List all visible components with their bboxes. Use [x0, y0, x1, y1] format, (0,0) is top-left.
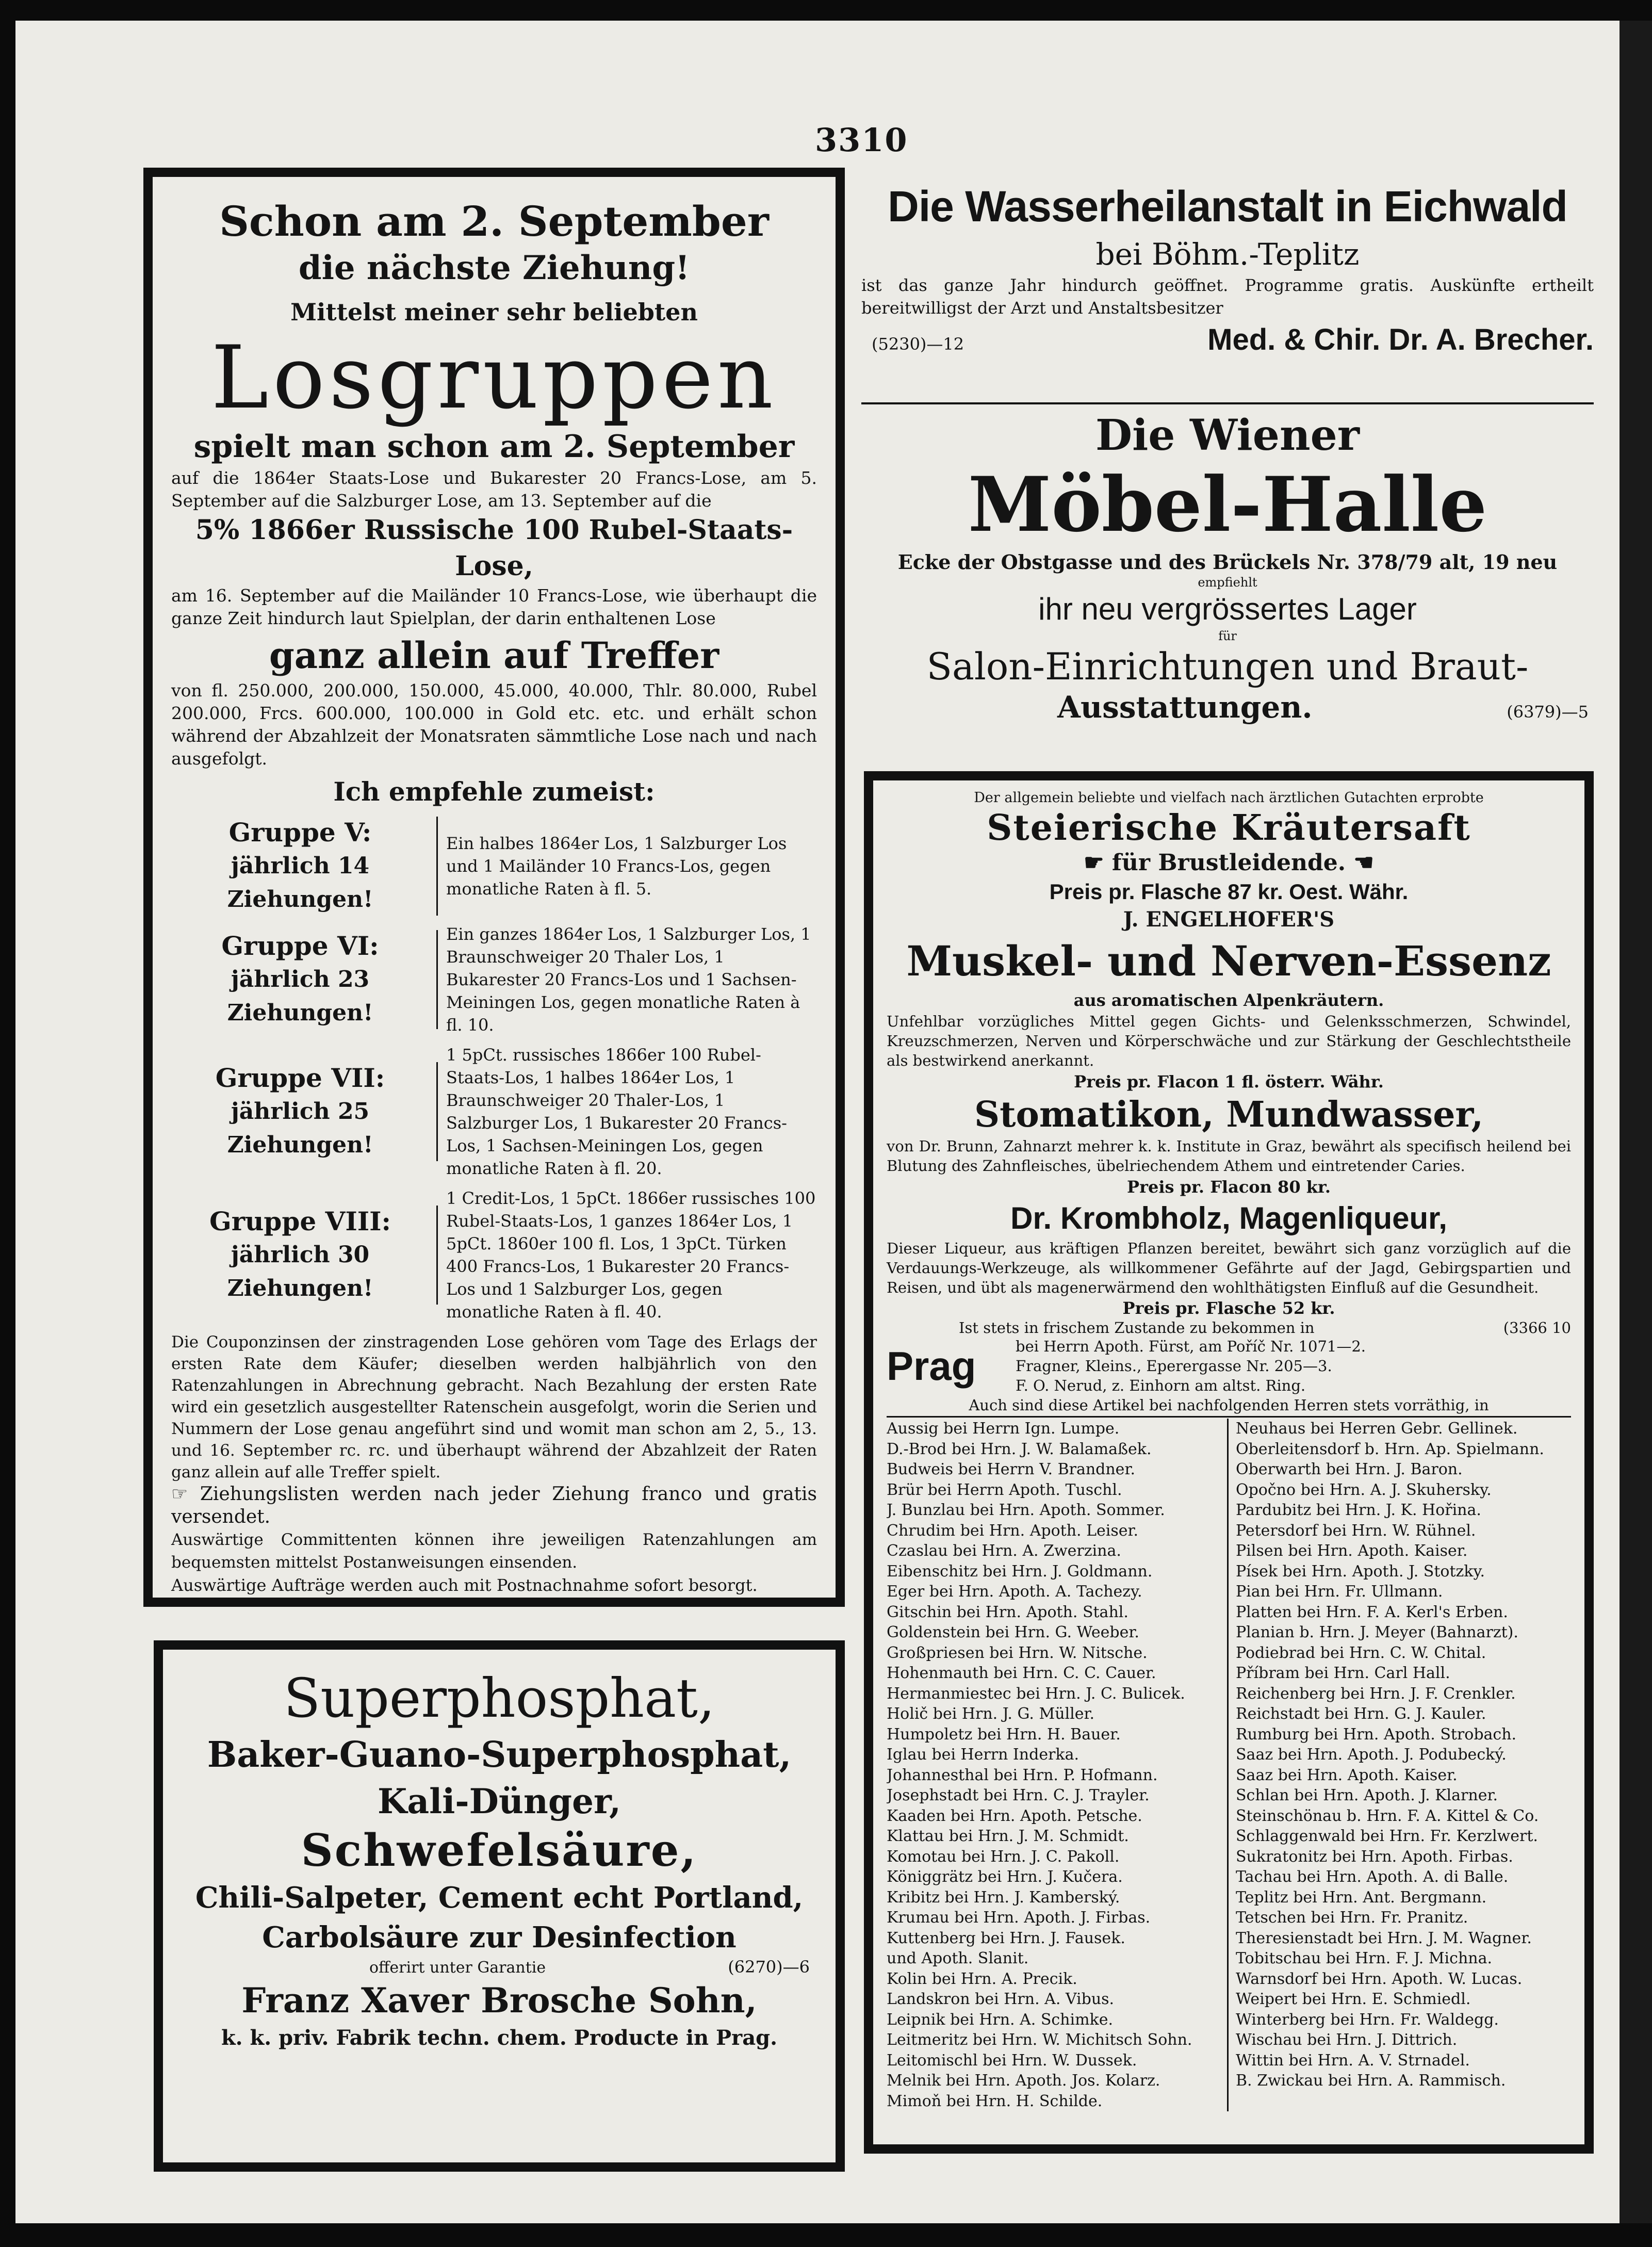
subtitle-line: spielt man schon am 2. September: [193, 429, 795, 465]
dealer-entry: Goldenstein bei Hrn. G. Weeber.: [887, 1623, 1139, 1641]
dealer-entry: Weipert bei Hrn. E. Schmiedl.: [1236, 1990, 1471, 2008]
dealer-entry: und Apoth. Slanit.: [887, 1949, 1029, 1967]
firm-name: Franz Xaver Brosche Sohn,: [241, 1980, 757, 2021]
dealer-entry: Winterberg bei Hrn. Fr. Waldegg.: [1236, 2010, 1499, 2029]
also-line: Auch sind diese Artikel bei nachfolgenden Herren stets vorräthig, in: [969, 1396, 1489, 1414]
prag-label: Prag: [887, 1343, 976, 1389]
line-carbolsaeure: Carbolsäure zur Desinfection: [262, 1920, 737, 1955]
big-title-losgruppen: Losgruppen: [211, 327, 777, 428]
group-v: [171, 817, 817, 916]
text-block-4: Die Couponzinsen der zinstragenden Lose gehören vom Tage des Erlags der ersten Rate dem Käufer; dieselben werden halbjährlich von den Ratenzahlungen in Abrechnung gebracht. Nach Bezahlung der ersten Rate wird ein gesetzlich ausgestellter Ratenschein ausgefolgt, worin die Serien und Nummern der Lose genau angeführt sind und womit man schon am 2, 5., 13. und 16. September rc. rc. und überhaupt während der Abzahlzeit der Raten ganz allein auf alle Treffer spielt.: [171, 1333, 817, 1481]
dealer-entry: Steinschönau b. Hrn. F. A. Kittel & Co.: [1236, 1806, 1539, 1825]
line-baker-guano: Baker-Guano-Superphosphat,: [207, 1734, 792, 1776]
firm-name: [171, 1603, 817, 1607]
ad-wasserheilanstalt: [861, 178, 1594, 400]
subtitle-teplitz: bei Böhm.-Teplitz: [1095, 237, 1360, 272]
product-stomatikon: Stomatikon, Mundwasser,: [974, 1094, 1484, 1135]
dealer-entry: Wittin bei Hrn. A. V. Strnadel.: [1236, 2051, 1470, 2070]
firm-tagline: k. k. priv. Fabrik techn. chem. Producte in Prag.: [221, 2026, 778, 2050]
availability-line: Ist stets in frischem Zustande zu bekommen in: [959, 1319, 1315, 1337]
price-line: Preis pr. Flacon 80 kr.: [1127, 1177, 1331, 1197]
text-block-3: Dieser Liqueur, aus kräftigen Pflanzen bereitet, bewährt sich ganz vorzüglich auf die Verdauungs-Werkzeuge, als willkommener Gefährte auf der Jagd, Gebirgspartien und Reisen, und übt als magenerwärmend den wohlthätigsten Einfluß auf die Gesundheit.: [887, 1240, 1571, 1296]
divider: [861, 402, 1594, 404]
dealer-entry: Josephstadt bei Hrn. C. J. Trayler.: [887, 1786, 1150, 1804]
dealer-list-right: [1229, 1419, 1571, 2111]
dealer-entry: J. Bunzlau bei Hrn. Apoth. Sommer.: [887, 1501, 1165, 1519]
dealer-entry: Wischau bei Hrn. J. Dittrich.: [1236, 2031, 1458, 2049]
prag-dealer: bei Herrn Apoth. Fürst, am Poříč Nr. 1071—2.: [1016, 1338, 1366, 1355]
dealer-entry: Leipnik bei Hrn. A. Schimke.: [887, 2010, 1114, 2029]
intro-line: Mittelst meiner sehr beliebten: [290, 298, 698, 326]
dealer-entry: Johannesthal bei Hrn. P. Hofmann.: [887, 1766, 1158, 1784]
dealer-entry: Schlaggenwald bei Hrn. Fr. Kerzlwert.: [1236, 1827, 1538, 1845]
dealer-entry: Iglau bei Herrn Inderka.: [887, 1746, 1079, 1764]
pointing-hand-icon: ☛: [1084, 850, 1112, 876]
dealer-entry: Mimoň bei Hrn. H. Schilde.: [887, 2092, 1103, 2110]
dealer-entry: Teplitz bei Hrn. Ant. Bergmann.: [1236, 1888, 1487, 1907]
empfiehlt-line: empfiehlt: [1198, 575, 1257, 590]
text-block-2: von Dr. Brunn, Zahnarzt mehrer k. k. Institute in Graz, bewährt als specifisch heilend bei Blutung des Zahnfleisches, übelriechendem Athem und eintretender Caries.: [887, 1137, 1571, 1175]
dealer-entry: Pardubitz bei Hrn. J. K. Hořina.: [1236, 1501, 1481, 1519]
prag-dealer: Fragner, Kleins., Eperergasse Nr. 205—3.: [1016, 1357, 1332, 1375]
dealer-entry: Podiebrad bei Hrn. C. W. Chital.: [1236, 1643, 1486, 1662]
dealer-entry: Pilsen bei Hrn. Apoth. Kaiser.: [1236, 1542, 1468, 1560]
title-die-wiener: Die Wiener: [1095, 411, 1360, 460]
headline-draw: die nächste Ziehung!: [298, 249, 690, 287]
dealer-entry: Warnsdorf bei Hrn. Apoth. W. Lucas.: [1236, 1969, 1523, 1988]
for-whom-line: [887, 849, 1571, 877]
group-draws: jährlich 23 Ziehungen!: [227, 966, 373, 1026]
line-kali: Kali-Dünger,: [378, 1781, 621, 1821]
price-line: Preis pr. Flasche 87 kr. Oest. Währ.: [1049, 880, 1409, 904]
dealer-entry: Tetschen bei Hrn. Fr. Pranitz.: [1236, 1909, 1468, 1927]
group-name: Gruppe VII:: [215, 1063, 385, 1093]
dealer-entry: Eibenschitz bei Hrn. J. Goldmann.: [887, 1562, 1153, 1581]
page-number: 3310: [815, 121, 908, 159]
dealer-list-left: [887, 1419, 1229, 2111]
dealer-entry: Tobitschau bei Hrn. F. J. Michna.: [1236, 1949, 1493, 1967]
dealer-entry: Gitschin bei Hrn. Apoth. Stahl.: [887, 1603, 1128, 1621]
text-block: ist das ganze Jahr hindurch geöffnet. Programme gratis. Auskünfte ertheilt bereitwilligst der Arzt und Anstaltsbesitzer: [861, 275, 1594, 318]
dealer-entry: Oberleitensdorf b. Hrn. Ap. Spielmann.: [1236, 1440, 1544, 1458]
line-schwefelsaeure: Schwefelsäure,: [301, 1825, 698, 1877]
group-viii: [171, 1187, 817, 1323]
ad-superphosphat: [154, 1640, 845, 2172]
price-line: Preis pr. Flasche 52 kr.: [1122, 1298, 1335, 1318]
offer-line: offerirt unter Garantie: [369, 1959, 546, 1977]
dealer-entry: Saaz bei Hrn. Apoth. Kaiser.: [1236, 1766, 1458, 1784]
doctor-name: Med. & Chir. Dr. A. Brecher.: [1207, 323, 1594, 356]
ausstattungen-line: Ausstattungen.: [1057, 690, 1313, 725]
dealer-entry: Humpoletz bei Hrn. H. Bauer.: [887, 1725, 1121, 1744]
dealer-entry: Tachau bei Hrn. Apoth. A. di Balle.: [1236, 1868, 1509, 1886]
dealer-entry: D.-Brod bei Hrn. J. W. Balamaßek.: [887, 1440, 1152, 1458]
dealer-entry: Theresienstadt bei Hrn. J. M. Wagner.: [1236, 1929, 1532, 1947]
title-superphosphat: Superphosphat,: [283, 1667, 715, 1730]
dealer-entry: Brür bei Herrn Apoth. Tuschl.: [887, 1480, 1122, 1499]
text-block-1: Unfehlbar vorzügliches Mittel gegen Gichts- und Gelenksschmerzen, Schwindel, Kreuzschmerzen, Nerven und Körperschwäche und zur Stärkung der Geschlechtstheile als bestwirkend anerkannt.: [887, 1013, 1571, 1069]
group-draws: jährlich 30 Ziehungen!: [227, 1242, 373, 1301]
text-block-7: Auswärtige Aufträge werden auch mit Postnachnahme sofort besorgt.: [171, 1575, 758, 1595]
dealer-entry: Příbram bei Hrn. Carl Hall.: [1236, 1664, 1450, 1682]
ad-moebel-halle: [861, 410, 1594, 761]
ad-kraeutersaft: [864, 771, 1594, 2154]
dealer-entry: Pian bei Hrn. Fr. Ullmann.: [1236, 1583, 1443, 1601]
group-text: Ein ganzes 1864er Los, 1 Salzburger Los, 1 Braunschweiger 20 Thaler Los, 1 Bukarester 20 Francs-Los und 1 Sachsen-Meiningen Los, gegen monatliche Raten à fl. 10.: [446, 924, 811, 1035]
dealer-entry: Opočno bei Hrn. A. J. Skuhersky.: [1236, 1480, 1492, 1499]
ad-reference: (6270)—6: [728, 1957, 810, 1977]
group-vii: [171, 1044, 817, 1180]
maker-line: J. ENGELHOFER'S: [1123, 907, 1335, 932]
dealer-entry: Saaz bei Hrn. Apoth. J. Podubecký.: [1236, 1746, 1507, 1764]
group-draws: jährlich 25 Ziehungen!: [227, 1098, 373, 1158]
intro-line: Der allgemein beliebte und vielfach nach ärztlichen Gutachten erprobte: [974, 790, 1484, 806]
ad-reference: (3366 10: [1503, 1319, 1571, 1337]
dealer-entry: Petersdorf bei Hrn. W. Rühnel.: [1236, 1521, 1476, 1540]
ad-reference: (6379)—5: [1507, 702, 1589, 722]
dealer-entry: Chrudim bei Hrn. Apoth. Leiser.: [887, 1521, 1139, 1540]
treffer-line: ganz allein auf Treffer: [269, 634, 719, 677]
dealer-entry: Reichenberg bei Hrn. J. F. Crenkler.: [1236, 1684, 1516, 1703]
text-russian-lots: 5% 1866er Russische 100 Rubel-Staats-Lose,: [195, 514, 793, 582]
text-block-5: ☞ Ziehungslisten werden nach jeder Ziehung franco und gratis versendet.: [171, 1484, 817, 1527]
text-block-2: am 16. September auf die Mailänder 10 Francs-Lose, wie überhaupt die ganze Zeit hindurch laut Spielplan, der darin enthaltenen Lose: [171, 585, 817, 628]
dealer-entry: B. Zwickau bei Hrn. A. Rammisch.: [1236, 2072, 1506, 2090]
dealer-entry: Rumburg bei Hrn. Apoth. Strobach.: [1236, 1725, 1517, 1744]
dealer-entry: Leitmeritz bei Hrn. W. Michitsch Sohn.: [887, 2031, 1192, 2049]
big-title-essenz: Muskel- und Nerven-Essenz: [906, 937, 1551, 985]
dealer-entry: Komotau bei Hrn. J. C. Pakoll.: [887, 1847, 1120, 1866]
dealer-entry: Krumau bei Hrn. Apoth. J. Firbas.: [887, 1909, 1151, 1927]
dealer-entry: Melnik bei Hrn. Apoth. Jos. Kolarz.: [887, 2072, 1160, 2090]
dealer-entry: Neuhaus bei Herren Gebr. Gellinek.: [1236, 1420, 1518, 1438]
dealer-entry: Großpriesen bei Hrn. W. Nitsche.: [887, 1643, 1148, 1662]
dealer-entry: Schlan bei Hrn. Apoth. J. Klarner.: [1236, 1786, 1498, 1804]
dealer-entry: Reichstadt bei Hrn. G. J. Kauler.: [1236, 1705, 1486, 1723]
dealer-entry: Kuttenberg bei Hrn. J. Fausek.: [887, 1929, 1125, 1947]
origin-line: aus aromatischen Alpenkräutern.: [1073, 990, 1384, 1010]
scan-edge: [1620, 21, 1652, 2223]
dealer-entry: Leitomischl bei Hrn. W. Dussek.: [887, 2051, 1137, 2070]
group-text: Ein halbes 1864er Los, 1 Salzburger Los und 1 Mailänder 10 Francs-Los, gegen monatliche Raten à fl. 5.: [446, 834, 787, 899]
dealer-entry: Písek bei Hrn. Apoth. J. Stotzky.: [1236, 1562, 1485, 1581]
dealer-entry: Budweis bei Herrn V. Brandner.: [887, 1460, 1136, 1478]
dealer-entry: Planian b. Hrn. J. Meyer (Bahnarzt).: [1236, 1623, 1518, 1641]
recommend-line: Ich empfehle zumeist:: [333, 776, 655, 807]
dealer-entry: Platten bei Hrn. F. A. Kerl's Erben.: [1236, 1603, 1508, 1621]
dealer-columns: [887, 1416, 1571, 2111]
dealer-entry: Kribitz bei Hrn. J. Kamberský.: [887, 1888, 1120, 1907]
dealer-entry: Oberwarth bei Hrn. J. Baron.: [1236, 1460, 1463, 1478]
title-wasserheilanstalt: Die Wasserheilanstalt in Eichwald: [888, 182, 1567, 231]
dealer-entry: Kaaden bei Hrn. Apoth. Petsche.: [887, 1806, 1142, 1825]
lager-line: ihr neu vergrössertes Lager: [1038, 592, 1417, 626]
group-vi: [171, 923, 817, 1036]
dealer-entry: Landskron bei Hrn. A. Vibus.: [887, 1990, 1115, 2008]
group-text: 1 5pCt. russisches 1866er 100 Rubel-Staats-Los, 1 halbes 1864er Los, 1 Braunschweiger 20 Thaler-Los, 1 Salzburger Los, 1 Bukarester 20 Francs-Los, 1 Sachsen-Meiningen Los, gegen monatliche Raten à fl. 20.: [446, 1045, 787, 1178]
newspaper-page: [15, 21, 1620, 2223]
title-kraeutersaft: Steierische Kräutersaft: [987, 807, 1471, 849]
group-name: Gruppe V:: [228, 817, 372, 848]
group-draws: jährlich 14 Ziehungen!: [227, 853, 373, 913]
text-block-3: von fl. 250.000, 200.000, 150.000, 45.000, 40.000, Thlr. 80.000, Rubel 200.000, Frcs. 600.000, 100.000 in Gold etc. etc. und erhält schon während der Abzahlzeit der Monatsraten sämmtliche Lose nach und nach ausgefolgt.: [171, 680, 817, 769]
dealer-entry: Sukratonitz bei Hrn. Apoth. Firbas.: [1236, 1847, 1513, 1866]
ad-reference: (5230)—12: [872, 334, 964, 354]
dealer-entry: Holič bei Hrn. J. G. Müller.: [887, 1705, 1095, 1723]
pointing-hand-icon: ☚: [1346, 850, 1374, 876]
ad-losgruppen: [143, 168, 845, 1607]
dealer-entry: Kolin bei Hrn. A. Precik.: [887, 1969, 1077, 1988]
big-title-moebel-halle: Möbel-Halle: [968, 461, 1487, 549]
dealer-entry: Eger bei Hrn. Apoth. A. Tachezy.: [887, 1583, 1142, 1601]
fuer-line: für: [1218, 629, 1237, 643]
text-block-1: auf die 1864er Staats-Lose und Bukarester 20 Francs-Lose, am 5. September auf die Salzburger Lose, am 13. September auf die: [171, 468, 817, 511]
product-magenliqueur: Dr. Krombholz, Magenliqueur,: [1010, 1201, 1447, 1235]
prag-dealer: F. O. Nerud, z. Einhorn am altst. Ring.: [1016, 1377, 1306, 1394]
dealer-entry: Hermanmiestec bei Hrn. J. C. Bulicek.: [887, 1684, 1185, 1703]
dealer-entry: Klattau bei Hrn. J. M. Schmidt.: [887, 1827, 1129, 1845]
dealer-entry: Aussig bei Herrn Ign. Lumpe.: [887, 1420, 1120, 1438]
price-line: Preis pr. Flacon 1 fl. österr. Währ.: [1074, 1072, 1384, 1092]
salon-line: Salon-Einrichtungen und Braut-: [926, 645, 1529, 688]
dealer-entry: Czaslau bei Hrn. A. Zwerzina.: [887, 1542, 1121, 1560]
address-line: Ecke der Obstgasse und des Brückels Nr. 378/79 alt, 19 neu: [897, 550, 1558, 574]
for-whom-text: für Brustleidende.: [1111, 850, 1346, 876]
group-name: Gruppe VI:: [221, 931, 379, 961]
headline-date: Schon am 2. September: [219, 197, 769, 246]
group-name: Gruppe VIII:: [209, 1206, 391, 1236]
text-block-6: Auswärtige Committenten können ihre jeweiligen Ratenzahlungen am bequemsten mittelst Postanweisungen einsenden.: [171, 1530, 817, 1572]
dealer-entry: Königgrätz bei Hrn. J. Kučera.: [887, 1868, 1123, 1886]
dealer-entry: Hohenmauth bei Hrn. C. C. Cauer.: [887, 1664, 1156, 1682]
group-text: 1 Credit-Los, 1 5pCt. 1866er russisches 100 Rubel-Staats-Los, 1 ganzes 1864er Los, 1 5pCt. 1860er 100 fl. Los, 1 3pCt. Türken 400 Francs-Los, 1 Bukarester 20 Francs-Los und 1 Salzburger Los, gegen monatliche Raten à fl. 40.: [446, 1188, 816, 1322]
line-chili-salpeter: Chili-Salpeter, Cement echt Portland,: [195, 1881, 804, 1915]
